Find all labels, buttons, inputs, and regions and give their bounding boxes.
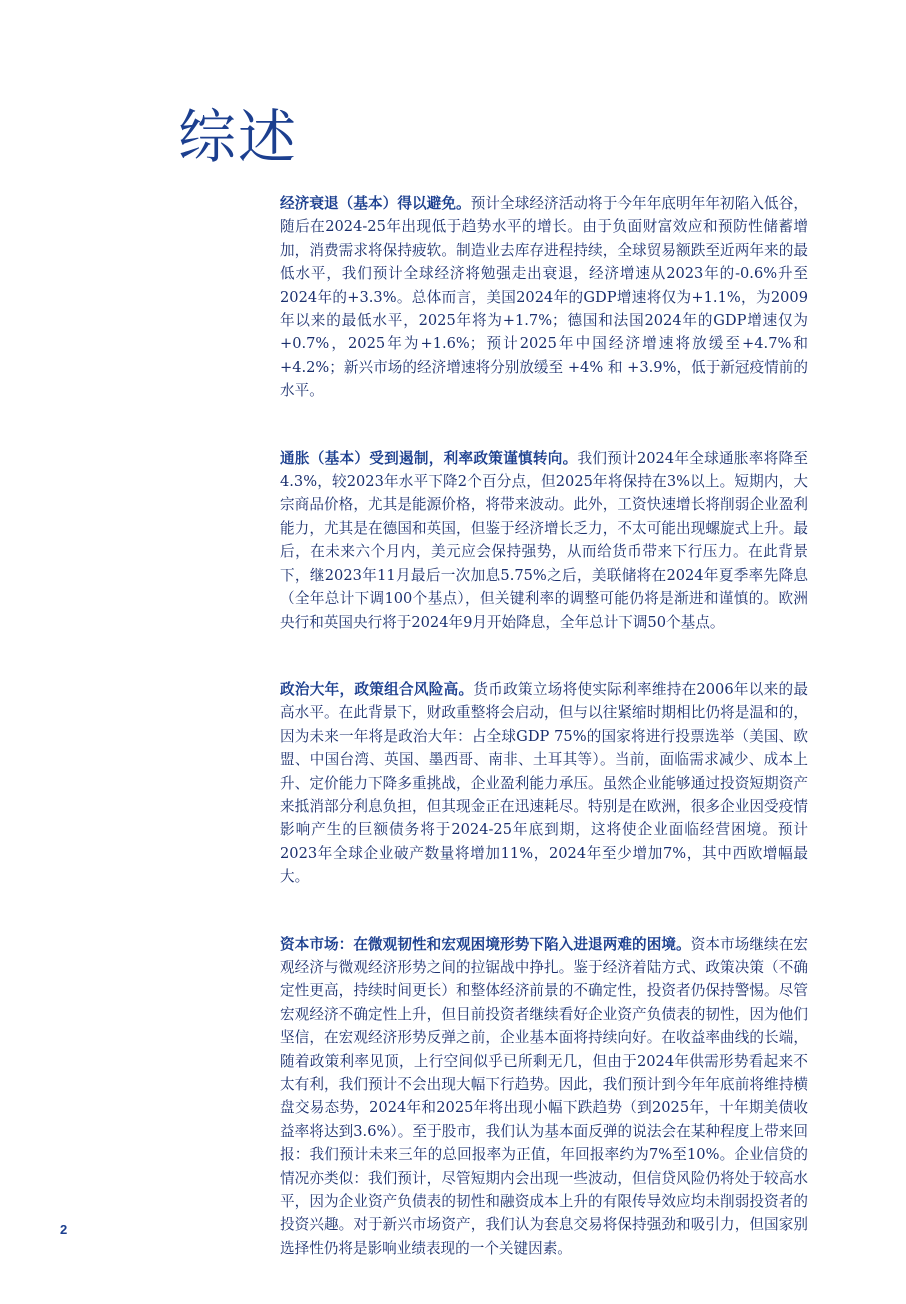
paragraph-lead: 政治大年，政策组合风险高。 bbox=[280, 680, 474, 698]
summary-content bbox=[280, 192, 808, 1304]
paragraph-lead: 通胀（基本）受到遏制，利率政策谨慎转向。 bbox=[280, 449, 578, 467]
paragraph-capital-markets bbox=[280, 933, 808, 1261]
paragraph-body: 预计全球经济活动将于今年年底明年年初陷入低谷，随后在2024-25年出现低于趋势水平的增长。由于负面财富效应和预防性储蓄增加，消费需求将保持疲软。制造业去库存进程持续，全球贸易额跌至近两年来的最低水平，我们预计全球经济将勉强走出衰退，经济增速从2023年的-0.6%升至2024年的+3.3%。总体而言，美国2024年的GDP增速将仅为+1.1%，为2009年以来的最低水平，2025年将为+1.7%；德国和法国2024年的GDP增速仅为+0.7%，2025年为+1.6%；预计2025年中国经济增速将放缓至+4.7%和+4.2%；新兴市场的经济增速将分别放缓至 +4% 和 +3.9%，低于新冠疫情前的水平。 bbox=[280, 195, 808, 400]
page-title: 综述 bbox=[178, 103, 299, 171]
paragraph-body: 货币政策立场将使实际利率维持在2006年以来的最高水平。在此背景下，财政重整将会启动，但与以往紧缩时期相比仍将是温和的，因为未来一年将是政治大年：占全球GDP 75%的国家将进行投票选举（美国、欧盟、中国台湾、英国、墨西哥、南非、土耳其等）。当前，面临需求减少、成本上升、定价能力下降多重挑战，企业盈利能力承压。虽然企业能够通过投资短期资产来抵消部分利息负担，但其现金正在迅速耗尽。特别是在欧洲，很多企业因受疫情影响产生的巨额债务将于2024-25年底到期，这将使企业面临经营困境。预计2023年全球企业破产数量将增加11%，2024年至少增加7%，其中西欧增幅最大。 bbox=[280, 680, 808, 886]
paragraph-body: 我们预计2024年全球通胀率将降至4.3%，较2023年水平下降2个百分点，但2025年将保持在3%以上。短期内，大宗商品价格，尤其是能源价格，将带来波动。此外，工资快速增长将削弱企业盈利能力，尤其是在德国和英国，但鉴于经济增长乏力，不太可能出现螺旋式上升。最后，在未来六个月内，美元应会保持强势，从而给货币带来下行压力。在此背景下，继2023年11月最后一次加息5.75%之后，美联储将在2024年夏季率先降息（全年总计下调100个基点），但关键利率的调整可能仍将是渐进和谨慎的。欧洲央行和英国央行将于2024年9月开始降息，全年总计下调50个基点。 bbox=[280, 449, 808, 631]
paragraph-body: 资本市场继续在宏观经济与微观经济形势之间的拉锯战中挣扎。鉴于经济着陆方式、政策决策（不确定性更高，持续时间更长）和整体经济前景的不确定性，投资者仍保持警惕。尽管宏观经济不确定性上升，但目前投资者继续看好企业资产负债表的韧性，因为他们坚信，在宏观经济形势反弹之前，企业基本面将持续向好。在收益率曲线的长端，随着政策利率见顶，上行空间似乎已所剩无几，但由于2024年供需形势看起来不太有利，我们预计不会出现大幅下行趋势。因此，我们预计到今年年底前将维持横盘交易态势，2024年和2025年将出现小幅下跌趋势（到2025年，十年期美债收益率将达到3.6%）。至于股市，我们认为基本面反弹的说法会在某种程度上带来回报：我们预计未来三年的总回报率为正值，年回报率约为7%至10%。企业信贷的情况亦类似：我们预计，尽管短期内会出现一些波动，但信贷风险仍将处于较高水平，因为企业资产负债表的韧性和融资成本上升的有限传导效应均未削弱投资者的投资兴趣。对于新兴市场资产，我们认为套息交易将保持强劲和吸引力，但国家别选择性仍将是影响业绩表现的一个关键因素。 bbox=[280, 935, 808, 1257]
paragraph-lead: 资本市场：在微观韧性和宏观困境形势下陷入进退两难的困境。 bbox=[280, 935, 691, 953]
paragraph-recession bbox=[280, 192, 808, 403]
page-number: 2 bbox=[60, 1222, 68, 1237]
paragraph-inflation bbox=[280, 447, 808, 634]
paragraph-lead: 经济衰退（基本）得以避免。 bbox=[280, 195, 471, 212]
paragraph-politics bbox=[280, 678, 808, 889]
